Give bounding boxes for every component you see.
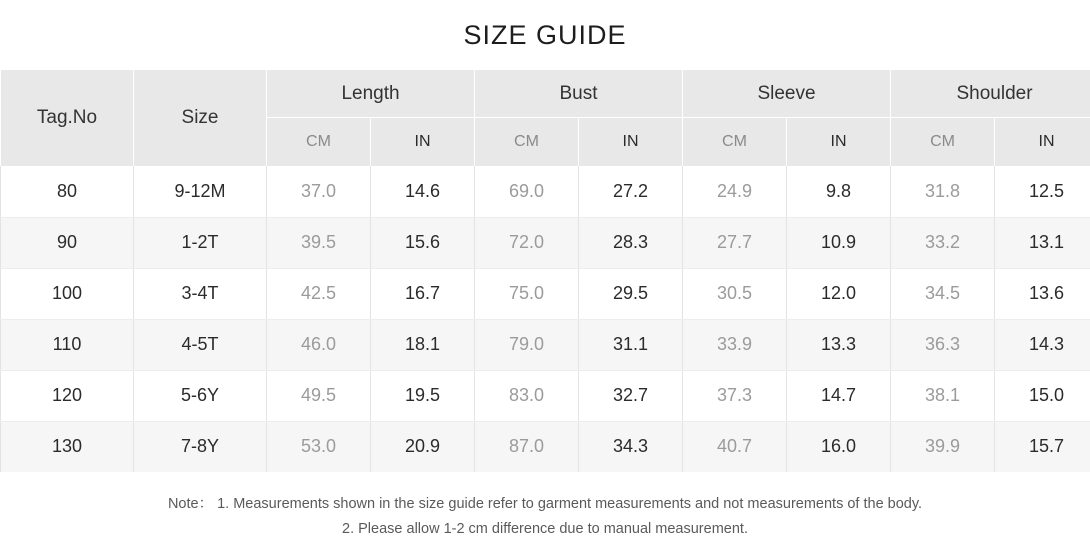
cell-shoulder-cm: 39.9 [891, 421, 995, 472]
cell-length-in: 19.5 [371, 370, 475, 421]
cell-sleeve-cm: 30.5 [683, 268, 787, 319]
cell-bust-cm: 87.0 [475, 421, 579, 472]
cell-sleeve-in: 12.0 [787, 268, 891, 319]
notes-section [0, 472, 1090, 543]
table-row [1, 268, 1090, 319]
table-row [1, 370, 1090, 421]
cell-shoulder-in: 13.6 [995, 268, 1090, 319]
cell-tag: 80 [1, 166, 134, 217]
cell-bust-cm: 69.0 [475, 166, 579, 217]
cell-bust-in: 27.2 [579, 166, 683, 217]
header-unit-shoulder-in: IN [995, 118, 1090, 167]
note-line-1: Note： 1. Measurements shown in the size guide refer to garment measurements and not measurements of the body. [167, 496, 923, 512]
cell-length-cm: 46.0 [267, 319, 371, 370]
cell-tag: 110 [1, 319, 134, 370]
cell-bust-in: 34.3 [579, 421, 683, 472]
cell-shoulder-in: 15.7 [995, 421, 1090, 472]
cell-sleeve-cm: 40.7 [683, 421, 787, 472]
table-row [1, 217, 1090, 268]
cell-tag: 100 [1, 268, 134, 319]
header-group-shoulder: Shoulder [891, 70, 1090, 118]
cell-length-in: 18.1 [371, 319, 475, 370]
size-guide-table [0, 70, 1090, 472]
table-row [1, 166, 1090, 217]
table-row [1, 421, 1090, 472]
cell-sleeve-cm: 27.7 [683, 217, 787, 268]
header-unit-length-cm: CM [267, 118, 371, 167]
cell-length-in: 16.7 [371, 268, 475, 319]
cell-length-cm: 39.5 [267, 217, 371, 268]
header-unit-sleeve-cm: CM [683, 118, 787, 167]
cell-sleeve-cm: 37.3 [683, 370, 787, 421]
header-size: Size [134, 70, 267, 166]
note-line-2: 2. Please allow 1-2 cm difference due to manual measurement. [342, 521, 748, 538]
cell-shoulder-cm: 33.2 [891, 217, 995, 268]
cell-bust-in: 31.1 [579, 319, 683, 370]
cell-size: 9-12M [134, 166, 267, 217]
cell-bust-cm: 79.0 [475, 319, 579, 370]
cell-size: 3-4T [134, 268, 267, 319]
cell-sleeve-in: 10.9 [787, 217, 891, 268]
cell-shoulder-in: 12.5 [995, 166, 1090, 217]
cell-sleeve-in: 14.7 [787, 370, 891, 421]
header-unit-length-in: IN [371, 118, 475, 167]
header-tag-no: Tag.No [1, 70, 134, 166]
cell-shoulder-cm: 38.1 [891, 370, 995, 421]
cell-bust-cm: 72.0 [475, 217, 579, 268]
cell-tag: 130 [1, 421, 134, 472]
header-group-sleeve: Sleeve [683, 70, 891, 118]
cell-length-cm: 42.5 [267, 268, 371, 319]
table-row [1, 319, 1090, 370]
table-header-top [1, 70, 1090, 118]
cell-shoulder-in: 13.1 [995, 217, 1090, 268]
cell-length-cm: 53.0 [267, 421, 371, 472]
cell-shoulder-cm: 34.5 [891, 268, 995, 319]
cell-length-in: 14.6 [371, 166, 475, 217]
header-group-bust: Bust [475, 70, 683, 118]
cell-tag: 90 [1, 217, 134, 268]
cell-size: 4-5T [134, 319, 267, 370]
header-unit-shoulder-cm: CM [891, 118, 995, 167]
cell-sleeve-in: 16.0 [787, 421, 891, 472]
cell-length-cm: 37.0 [267, 166, 371, 217]
header-unit-bust-in: IN [579, 118, 683, 167]
cell-size: 1-2T [134, 217, 267, 268]
page-title: SIZE GUIDE [463, 20, 627, 50]
cell-length-in: 15.6 [371, 217, 475, 268]
cell-bust-cm: 75.0 [475, 268, 579, 319]
cell-sleeve-in: 13.3 [787, 319, 891, 370]
cell-sleeve-cm: 33.9 [683, 319, 787, 370]
cell-bust-cm: 83.0 [475, 370, 579, 421]
header-unit-bust-cm: CM [475, 118, 579, 167]
cell-shoulder-in: 15.0 [995, 370, 1090, 421]
cell-shoulder-cm: 31.8 [891, 166, 995, 217]
cell-length-in: 20.9 [371, 421, 475, 472]
cell-sleeve-cm: 24.9 [683, 166, 787, 217]
cell-size: 5-6Y [134, 370, 267, 421]
header-unit-sleeve-in: IN [787, 118, 891, 167]
cell-bust-in: 29.5 [579, 268, 683, 319]
cell-bust-in: 28.3 [579, 217, 683, 268]
cell-tag: 120 [1, 370, 134, 421]
cell-shoulder-cm: 36.3 [891, 319, 995, 370]
cell-size: 7-8Y [134, 421, 267, 472]
header-group-length: Length [267, 70, 475, 118]
cell-length-cm: 49.5 [267, 370, 371, 421]
cell-bust-in: 32.7 [579, 370, 683, 421]
cell-shoulder-in: 14.3 [995, 319, 1090, 370]
cell-sleeve-in: 9.8 [787, 166, 891, 217]
